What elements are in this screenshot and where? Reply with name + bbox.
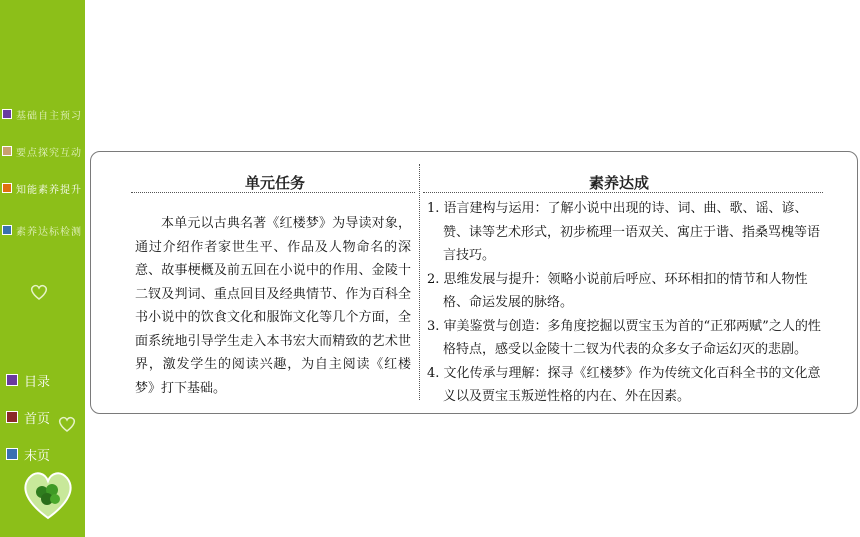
sidebar xyxy=(0,0,85,537)
square-bullet-icon xyxy=(6,374,18,386)
nav-last-button[interactable] xyxy=(6,445,50,463)
square-bullet-icon xyxy=(2,109,12,119)
sidebar-item-explore[interactable] xyxy=(2,144,82,158)
nav-label: 首页 xyxy=(24,411,51,427)
content-table xyxy=(90,151,858,414)
square-bullet-icon xyxy=(6,411,18,423)
nav-label: 末页 xyxy=(24,448,51,464)
literacy-header: 素养达成 xyxy=(588,174,649,192)
square-bullet-icon xyxy=(2,183,12,193)
literacy-item: 1. 语言建构与运用：了解小说中出现的诗、词、曲、歌、谣、谚、赞、诔等艺术形式，初步梳理一语双关、寓庄于谐、指桑骂槐等语言技巧。 xyxy=(427,201,821,263)
header-divider-left xyxy=(131,192,415,193)
small-heart-icon xyxy=(56,414,78,434)
sidebar-item-preview[interactable] xyxy=(2,107,82,121)
sidebar-item-label: 要点探究互动 xyxy=(16,147,82,159)
small-heart-icon xyxy=(28,282,50,302)
unit-task-header: 单元任务 xyxy=(244,174,305,192)
literacy-item: 3. 审美鉴赏与创造：多角度挖掘以贾宝玉为首的“正邪两赋”之人的性格特点，感受以金陵十二钗为代表的众多女子命运幻灭的悲剧。 xyxy=(427,318,821,357)
sidebar-item-label: 素养达标检测 xyxy=(16,226,82,238)
sidebar-item-test[interactable] xyxy=(2,223,82,237)
literacy-item: 2. 思维发展与提升：领略小说前后呼应、环环相扣的情节和人物性格、命运发展的脉络。 xyxy=(427,271,808,310)
nav-label: 目录 xyxy=(24,374,51,390)
sidebar-item-improve[interactable] xyxy=(2,181,82,195)
square-bullet-icon xyxy=(6,448,18,460)
header-divider-right xyxy=(423,192,823,193)
sidebar-item-label: 知能素养提升 xyxy=(16,184,82,196)
literacy-list xyxy=(427,197,823,409)
literacy-item: 4. 文化传承与理解：探寻《红楼梦》作为传统文化百科全书的文化意义以及贾宝玉叛逆性格的内在、外在因素。 xyxy=(427,365,821,404)
column-divider xyxy=(419,164,420,400)
sidebar-item-label: 基础自主预习 xyxy=(16,110,82,122)
nav-contents-button[interactable] xyxy=(6,371,50,389)
square-bullet-icon xyxy=(2,225,12,235)
square-bullet-icon xyxy=(2,146,12,156)
unit-task-text: 本单元以古典名著《红楼梦》为导读对象，通过介绍作者家世生平、作品及人物命名的深意、故事梗概及前五回在小说中的作用、金陵十二钗及判词、重点回目及经典情节、作为百科全书小说中的饮食文化和服饰文化等几个方面，全面系统地引导学生走入本书宏大而精致的艺术世界，激发学生的阅读兴趣，为自主阅读《红楼梦》打下基础。 xyxy=(135,216,411,396)
clover-heart-icon xyxy=(18,466,78,522)
nav-home-button[interactable] xyxy=(6,408,50,426)
